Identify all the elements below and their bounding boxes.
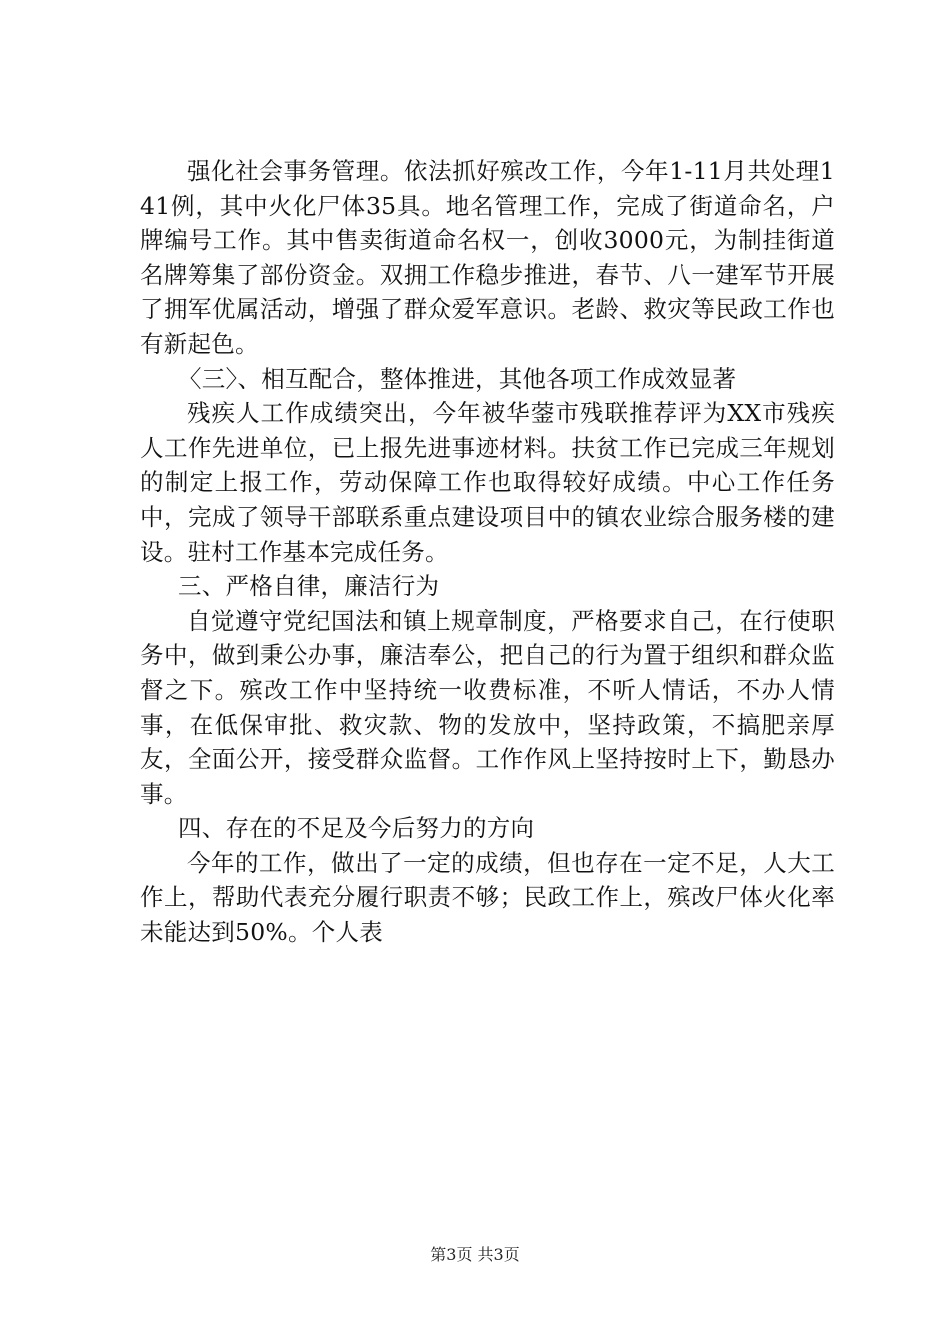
paragraph-shortcomings: 今年的工作，做出了一定的成绩，但也存在一定不足，人大工作上，帮助代表充分履行职责不够；民政工作上，殡改尸体火化率未能达到50%。个人表 xyxy=(140,848,835,947)
paragraph-discipline-details: 自觉遵守党纪国法和镇上规章制度，严格要求自己，在行使职务中，做到秉公办事，廉洁奉公，把自己的行为置于组织和群众监督之下。殡改工作中坚持统一收费标准，不听人情话，不办人情事，在低保审批、救灾款、物的发放中，坚持政策，不搞肥亲厚友，全面公开，接受群众监督。工作作风上坚持按时上下，勤恳办事。 xyxy=(140,606,835,808)
page-footer: 第3页 共3页 xyxy=(430,1245,520,1264)
document-body xyxy=(140,154,835,950)
heading-shortcomings: 四、存在的不足及今后努力的方向 xyxy=(178,814,535,843)
paragraph-social-affairs: 强化社会事务管理。依法抓好殡改工作，今年1-11月共处理141例，其中火化尸体35具。地名管理工作，完成了街道命名，户牌编号工作。其中售卖街道命名权一，创收3000元，为制挂街道名牌筹集了部份资金。双拥工作稳步推进，春节、八一建军节开展了拥军优属活动，增强了群众爱军意识。老龄、救灾等民政工作也有新起色。 xyxy=(140,157,835,358)
heading-self-discipline: 三、严格自律，廉洁行为 xyxy=(178,572,440,601)
paragraph-disabled-work: 残疾人工作成绩突出，今年被华蓥市残联推荐评为XX市残疾人工作先进单位，已上报先进事迹材料。扶贫工作已完成三年规划的制定上报工作，劳动保障工作也取得较好成绩。中心工作任务中，完成了领导干部联系重点建设项目中的镇农业综合服务楼的建设。驻村工作基本完成任务。 xyxy=(140,399,835,566)
heading-section-three-sub: 〈三〉、相互配合，整体推进，其他各项工作成效显著 xyxy=(178,364,737,393)
